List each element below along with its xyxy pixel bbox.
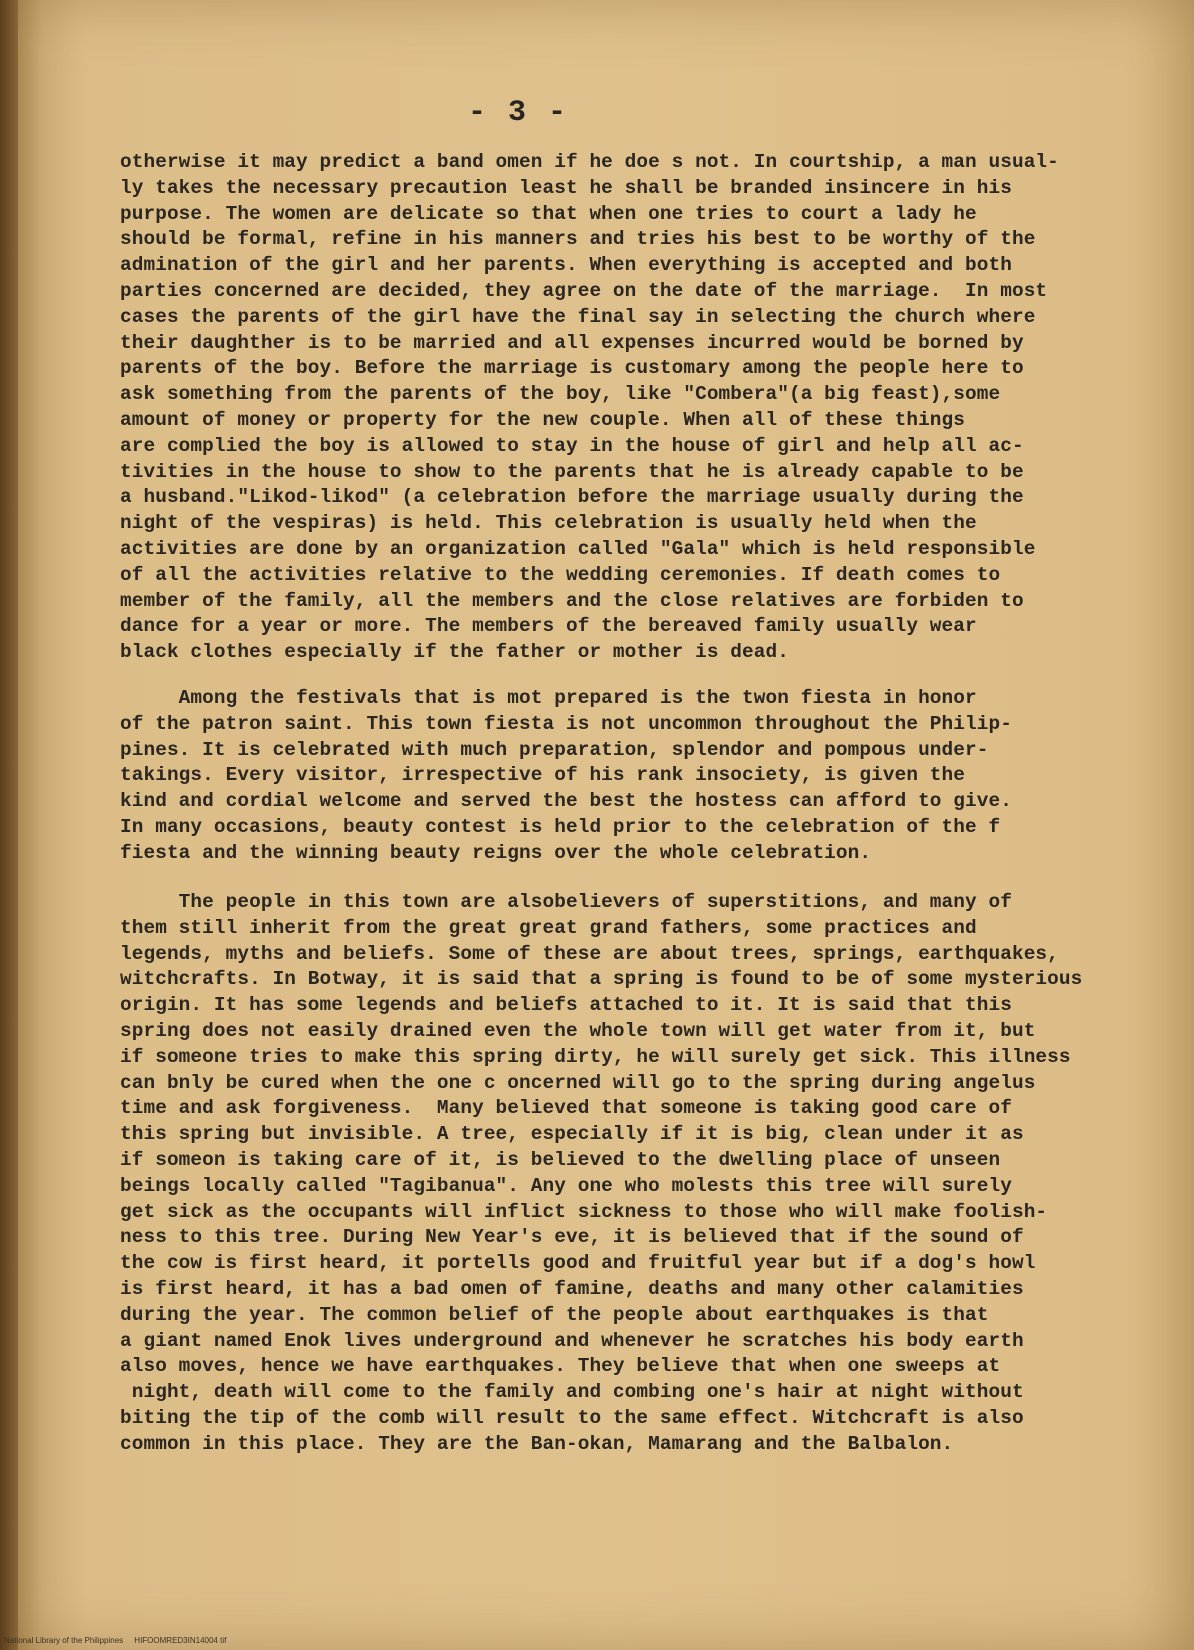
paragraph-festivals [120,686,1012,867]
page-number: - 3 - [468,96,569,130]
paragraph-superstitions [120,890,1082,1458]
text-line: Among the festivals that is mot prepared is the twon fiesta in honor [120,687,977,709]
text-line: parents of the boy. Before the marriage is customary among the people here to [120,357,1024,380]
text-line: ly takes the necessary precaution least he shall be branded insincere in his [120,176,1012,199]
text-line: night, death will come to the family and combing one's hair at night without [120,1381,1024,1404]
text-line: amount of money or property for the new couple. When all of these things [120,408,966,431]
text-line: beings locally called "Tagibanua". Any one who molests this tree will surely [120,1174,1012,1197]
text-line: dance for a year or more. The members of the bereaved family usually wear [120,615,977,638]
text-line: cases the parents of the girl have the final say in selecting the church where [120,305,1036,328]
text-line: otherwise it may predict a band omen if he doe s not. In courtship, a man usual- [120,151,1059,173]
text-line: In many occasions, beauty contest is held prior to the celebration of the f [120,815,1001,838]
text-line: kind and cordial welcome and served the best the hostess can afford to give. [120,790,1012,813]
text-line: a giant named Enok lives underground and whenever he scratches his body earth [120,1329,1024,1352]
text-line: are complied the boy is allowed to stay in the house of girl and help all ac- [120,434,1024,457]
paragraph-courtship [120,150,1059,666]
text-line: if someon is taking care of it, is believed to the dwelling place of unseen [120,1148,1001,1171]
text-line: them still inherit from the great great grand fathers, some practices and [120,916,977,939]
text-line: pines. It is celebrated with much preparation, splendor and pompous under- [120,738,989,761]
text-line: their daughther is to be married and all expenses incurred would be borned by [120,331,1024,354]
text-line: spring does not easily drained even the whole town will get water from it, but [120,1019,1036,1042]
text-line: should be formal, refine in his manners and tries his best to be worthy of the [120,228,1036,251]
text-line: fiesta and the winning beauty reigns over the whole celebration. [120,841,872,864]
text-line: ness to this tree. During New Year's eve, it is believed that if the sound of [120,1226,1024,1249]
text-line: activities are done by an organization called "Gala" which is held responsible [120,537,1036,560]
text-line: legends, myths and beliefs. Some of these are about trees, springs, earthquakes, [120,942,1059,965]
text-line: common in this place. They are the Ban-okan, Mamarang and the Balbalon. [120,1432,954,1455]
text-line: origin. It has some legends and beliefs attached to it. It is said that this [120,994,1012,1017]
text-line: during the year. The common belief of the people about earthquakes is that [120,1303,989,1326]
text-line: purpose. The women are delicate so that when one tries to court a lady he [120,202,977,225]
text-line: admination of the girl and her parents. When everything is accepted and both [120,254,1012,277]
text-line: a husband."Likod-likod" (a celebration before the marriage usually during the [120,486,1024,509]
text-line: of the patron saint. This town fiesta is not uncommon throughout the Philip- [120,712,1012,735]
text-line: night of the vespiras) is held. This celebration is usually held when the [120,512,977,535]
text-line: parties concerned are decided, they agree on the date of the marriage. In most [120,279,1048,302]
text-line: if someone tries to make this spring dirty, he will surely get sick. This illness [120,1045,1071,1068]
text-line: is first heard, it has a bad omen of famine, deaths and many other calamities [120,1277,1024,1300]
text-line: tivities in the house to show to the parents that he is already capable to be [120,460,1024,483]
text-line: get sick as the occupants will inflict sickness to those who will make foolish- [120,1200,1048,1223]
text-line: member of the family, all the members and the close relatives are forbiden to [120,589,1024,612]
text-line: the cow is first heard, it portells good and fruitful year but if a dog's howl [120,1252,1036,1275]
text-line: The people in this town are alsobelievers of superstitions, and many of [120,891,1012,913]
text-line: time and ask forgiveness. Many believed that someone is taking good care of [120,1097,1012,1120]
text-line: ask something from the parents of the boy, like "Combera"(a big feast),some [120,383,1001,406]
text-line: black clothes especially if the father or mother is dead. [120,641,789,664]
text-line: takings. Every visitor, irrespective of his rank insociety, is given the [120,764,966,787]
text-line: biting the tip of the comb will result to the same effect. Witchcraft is also [120,1406,1024,1429]
text-line: witchcrafts. In Botway, it is said that a spring is found to be of some mysterious [120,968,1083,991]
text-line: of all the activities relative to the wedding ceremonies. If death comes to [120,563,1001,586]
scan-footer: National Library of the Philippines HIFOOMRED3IN14004 tif [4,1636,227,1645]
text-line: can bnly be cured when the one c oncerned will go to the spring during angelus [120,1071,1036,1094]
text-line: also moves, hence we have earthquakes. They believe that when one sweeps at [120,1355,1001,1378]
text-line: this spring but invisible. A tree, especially if it is big, clean under it as [120,1123,1024,1146]
binding-edge [0,0,18,1650]
